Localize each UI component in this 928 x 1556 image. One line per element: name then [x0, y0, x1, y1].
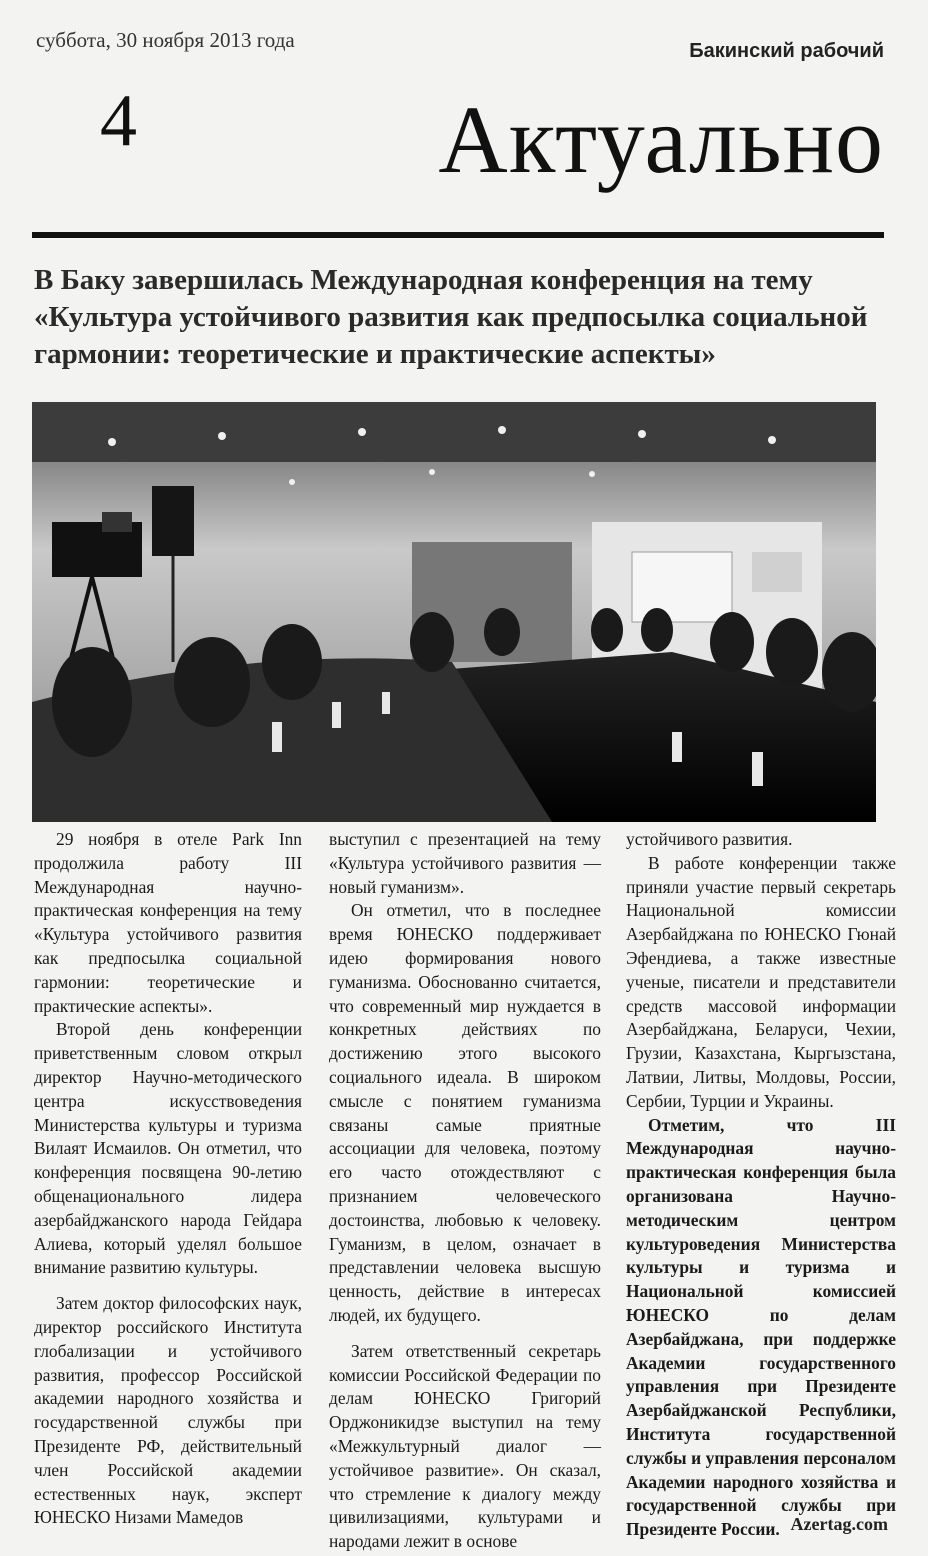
- article-paragraph: Второй день конференции приветственным словом открыл директор Научно-методического центра искусствоведения Министерства культуры и туризма Вилаят Исмаилов. Он отметил, что конференция посвящена 90-летию общенационального лидера азербайджанского народа Гейдара Алиева, который уделял большое внимание развитию культуры.: [34, 1019, 302, 1278]
- article-paragraph: В работе конференции также приняли участие первый секретарь Национальной комиссии Азербайджана по ЮНЕСКО Гюнай Эфендиева, а также известные ученые, писатели и представители средств массовой информации Азербайджана, Беларуси, Чехии, Грузии, Казахстана, Кыргызстана, Латвии, Литвы, Молдовы, России, Сербии, Турции и Украины.: [626, 852, 896, 1111]
- article-paragraph: Затем доктор философских наук, директор российского Института глобализации и устойчивого развития, профессор Российской академии народного хозяйства и государственной службы при Президенте РФ, действительный член Российской академии естественных наук, эксперт ЮНЕСКО Низами Мамедов: [34, 1293, 302, 1528]
- issue-date: суббота, 30 ноября 2013 года: [36, 28, 295, 52]
- article-column-2: [329, 828, 601, 1554]
- headline-line: В Баку завершилась Международная конференция на тему: [34, 264, 813, 296]
- headline-line: «Культура устойчивого развития как предпосылка социальной: [34, 301, 868, 333]
- article-paragraph: Отметим, что III Международная научно-практическая конференция была организована Научно-методическим центром культуроведения Министерства культуры и туризма и Национальной комиссией ЮНЕСКО по делам Азербайджана, при поддержке Академии государственного управления при Президенте Азербайджанской Республики, Института государственной службы и управления персоналом Академии народного хозяйства и государственной службы при Президенте России.: [626, 1114, 896, 1540]
- article-paragraph: устойчивого развития.: [626, 829, 793, 849]
- article-paragraph: выступил с презентацией на тему «Культура устойчивого развития — новый гуманизм».: [329, 829, 601, 897]
- article-headline: [34, 262, 894, 373]
- section-title: Актуально: [438, 86, 884, 193]
- newspaper-name: Бакинский рабочий: [689, 40, 884, 62]
- article-paragraph: 29 ноября в отеле Park Inn продолжила работу III Международная научно-практическая конференция на тему «Культура устойчивого развития как предпосылка социальной гармонии: теоретические и практические аспекты».: [34, 829, 302, 1016]
- page-number: 4: [100, 80, 137, 162]
- article-paragraph: Он отметил, что в последнее время ЮНЕСКО поддерживает идею формирования нового гуманизма. Обоснованно считается, что современный мир нуждается в конкретных действиях по достижению этого высокого социального идеала. В широком смысле с понятием гуманизма связаны самые приятные ассоциации для человека, поэтому его часто отождествляют с признанием человеческого достоинства, любовью к человеку. Гуманизм, в целом, означает в представлении человека высшую ценность, действие в интересах людей, их будущего.: [329, 900, 601, 1325]
- headline-line: гармонии: теоретические и практические аспекты»: [34, 338, 716, 370]
- article-paragraph: Затем ответственный секретарь комиссии Российской Федерации по делам ЮНЕСКО Григорий Орджоникидзе выступил на тему «Межкультурный диалог — устойчивое развитие». Он сказал, что стремление к диалогу между цивилизациями, культурами и народами лежит в основе: [329, 1340, 601, 1552]
- article-column-1: [34, 828, 302, 1530]
- header-rule: [32, 232, 884, 238]
- conference-photo: [32, 402, 876, 822]
- source-credit: Azertag.com: [790, 1514, 888, 1534]
- article-column-3: [626, 828, 896, 1542]
